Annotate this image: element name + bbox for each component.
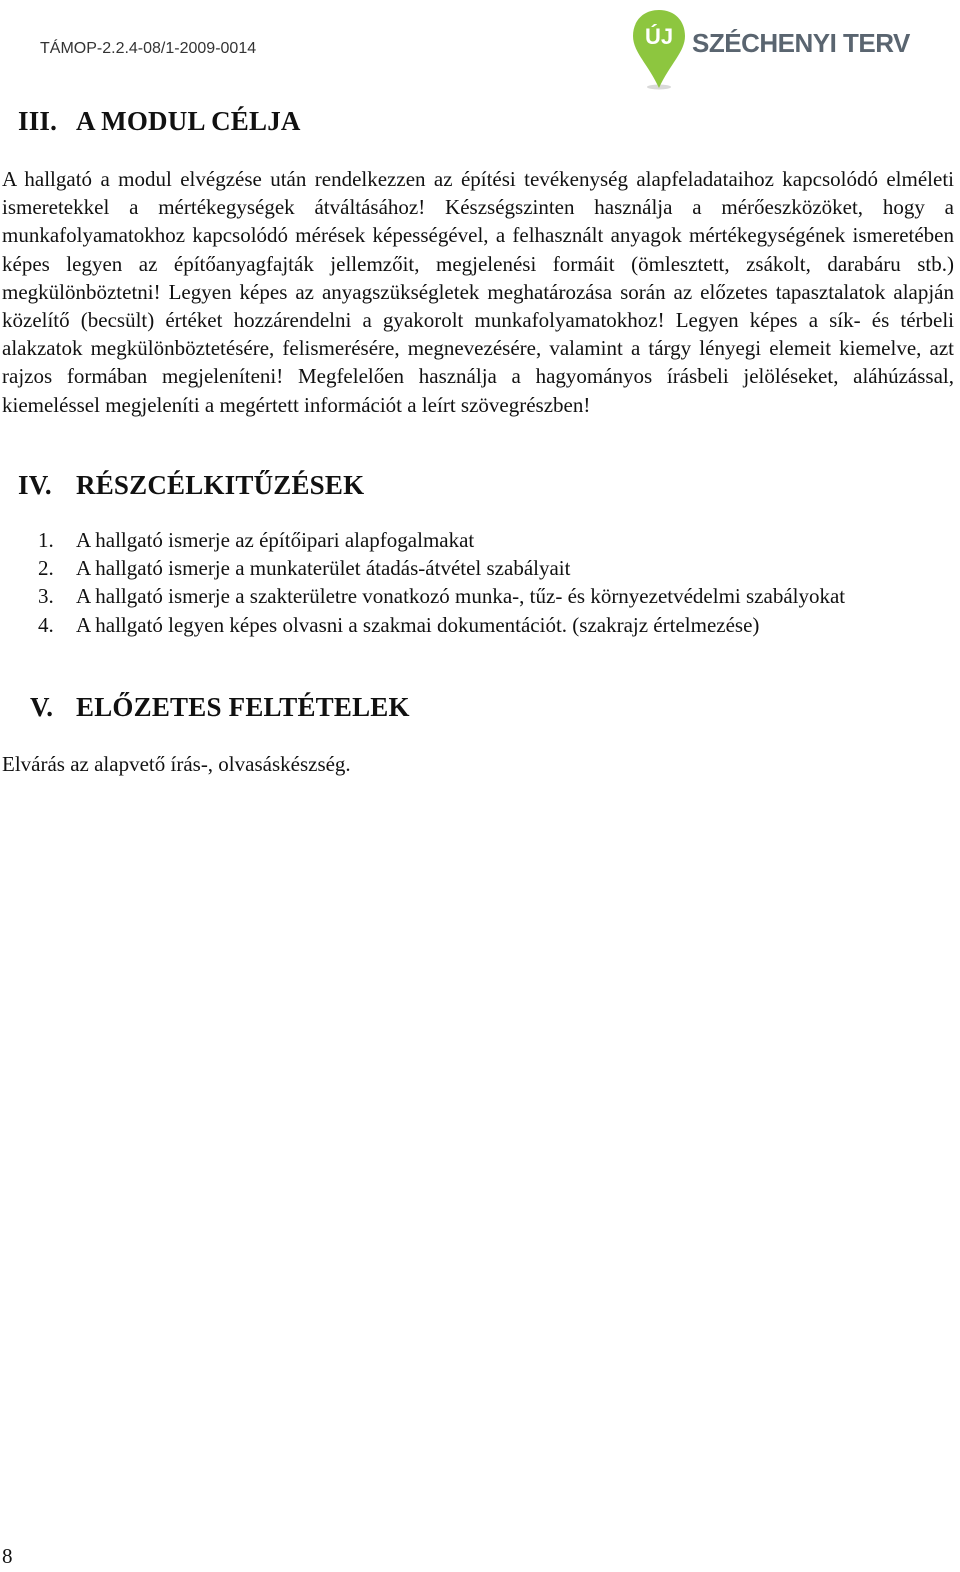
section-heading-modul-celja	[18, 106, 301, 137]
goals-list	[0, 526, 955, 639]
project-code: TÁMOP-2.2.4-08/1-2009-0014	[40, 40, 257, 57]
section-heading-reszcelkituzesek	[18, 470, 364, 501]
section-title: A MODUL CÉLJA	[76, 106, 301, 136]
list-item	[0, 611, 955, 639]
logo-pin-text: ÚJ	[644, 24, 674, 49]
section-number: III.	[18, 106, 58, 136]
section-number: V.	[30, 692, 54, 722]
list-item	[0, 526, 955, 554]
list-item-number: 2.	[38, 556, 54, 581]
list-item-text: A hallgató ismerje a szakterületre vonatkozó munka-, tűz- és környezetvédelmi szabályokat	[76, 584, 846, 609]
list-item	[0, 554, 955, 582]
list-item-text: A hallgató ismerje az építőipari alapfogalmakat	[76, 528, 475, 552]
list-item-number: 4.	[38, 612, 54, 637]
list-item-number: 1.	[38, 528, 54, 552]
list-item-text: A hallgató ismerje a munkaterület átadás-átvétel szabályait	[76, 556, 571, 581]
logo-text: SZÉCHENYI TERV	[692, 28, 910, 58]
elozetes-feltetelek-paragraph: Elvárás az alapvető írás-, olvasáskészség.	[2, 752, 351, 776]
list-item-text: A hallgató legyen képes olvasni a szakmai dokumentációt. (szakrajz értelmezése)	[76, 612, 760, 637]
list-item-number: 3.	[38, 584, 54, 609]
section-title: ELŐZETES FELTÉTELEK	[76, 692, 410, 722]
szechenyi-terv-logo	[630, 8, 930, 90]
page-number: 8	[2, 1544, 13, 1568]
section-title: RÉSZCÉLKITŰZÉSEK	[76, 470, 365, 500]
modul-celja-paragraph: A hallgató a modul elvégzése után rendelkezzen az építési tevékenység alapfeladataihoz kapcsolódó elméleti ismeretekkel a mértékegységek átváltásához! Készségszinten használja a mérőeszközöket, hogy a munkafolyamatokhoz kapcsolódó mérések képességével, a felhasznált anyagok mértékegységének ismeretében képes legyen az építőanyagfajták jellemzőit, megjelenési formáit (ömlesztett, zsákolt, darabáru stb.) megkülönböztetni! Legyen képes az anyagszükségletek meghatározása során az előzetes tapasztalatok alapján közelítő (becsült) értéket hozzárendelni a gyakorolt munkafolyamatokhoz! Legyen képes a sík- és térbeli alakzatok megkülönböztetésére, felismerésére, megnevezésére, valamint a tárgy lényegi elemeit kiemelve, azt rajzos formában megjeleníteni! Megfelelően használja a hagyományos írásbeli jelöléseket, aláhúzással, kiemeléssel megjeleníti a megértett információt a leírt szövegrészben!	[2, 167, 954, 417]
location-pin-icon	[630, 8, 688, 90]
section-heading-elozetes-feltetelek	[30, 692, 410, 723]
section-number: IV.	[18, 470, 52, 500]
list-item	[0, 582, 955, 610]
